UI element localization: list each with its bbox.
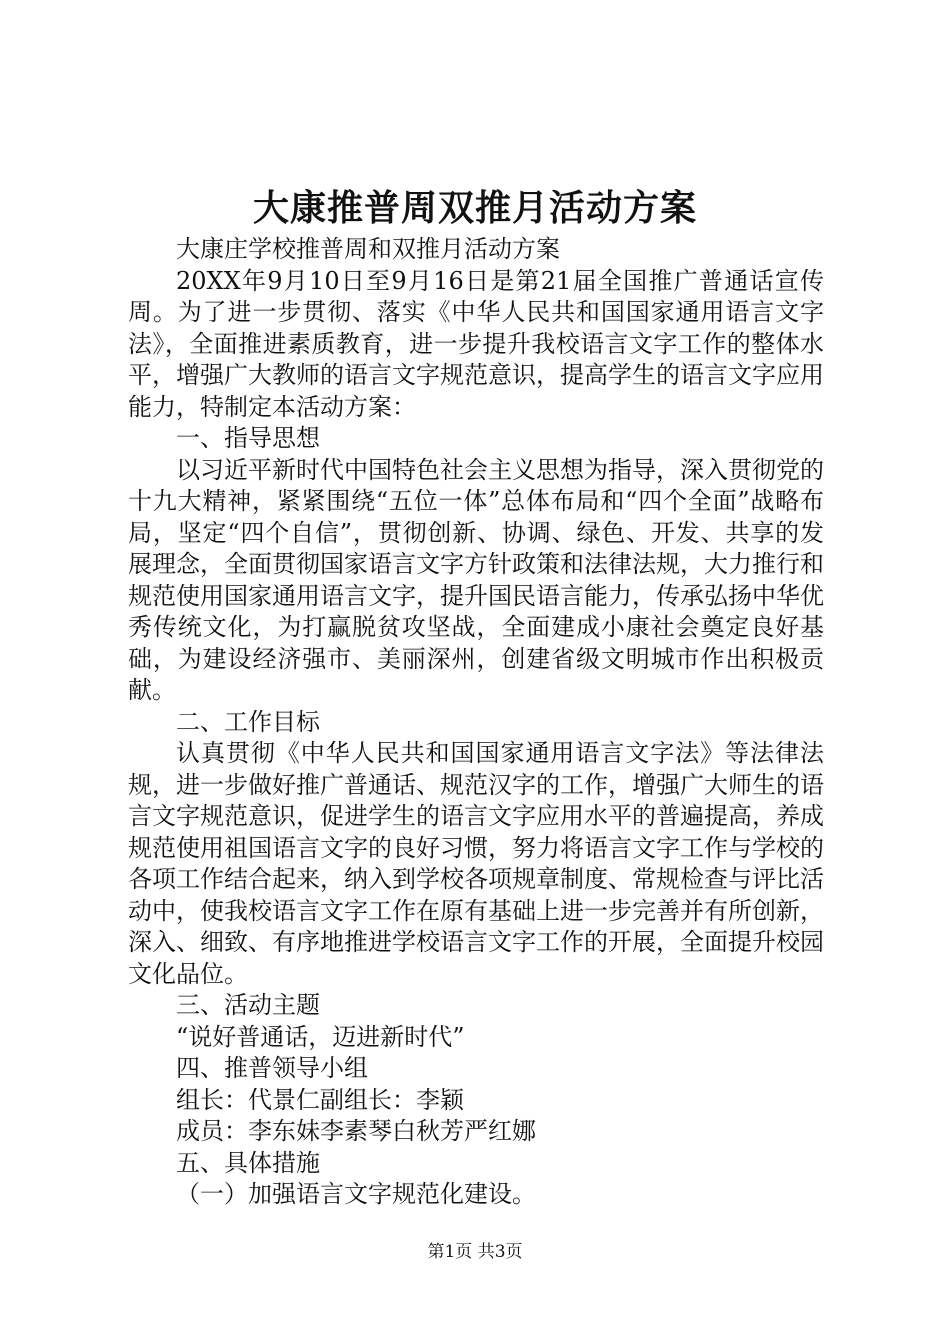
section-heading-work-goals: 二、工作目标 xyxy=(176,707,320,736)
section-heading-leadership-group: 四、推普领导小组 xyxy=(176,1054,368,1082)
paragraph-group-members: 成员：李东妹李素琴白秋芳严红娜 xyxy=(176,1117,536,1145)
paragraph-activity-theme: “说好普通话，迈进新时代” xyxy=(176,1022,465,1051)
page-footer: 第1页 共3页 xyxy=(427,1242,523,1262)
paragraph-subtitle: 大康庄学校推普周和双推月活动方案 xyxy=(176,235,560,263)
paragraph-measure-one: （一）加强语言文字规范化建设。 xyxy=(176,1180,536,1208)
paragraph-group-leaders: 组长：代景仁副组长：李颖 xyxy=(176,1085,464,1114)
paragraph-guiding-thought: 以习近平新时代中国特色社会主义思想为指导，深入贯彻党的十九大精神，紧紧围绕“五位一体”总体布局和“四个全面”战略布局，坚定“四个自信”，贯彻创新、协调、绿色、开发、共享的发展理念，全面贯彻国家语言文字方针政策和法律法规，大力推行和规范使用国家通用语言文字，提升国民语言能力，传承弘扬中华优秀传统文化，为打赢脱贫攻坚战，全面建成小康社会奠定良好基础，为建设经济强市、美丽深州，创建省级文明城市作出积极贡献。 xyxy=(128,455,824,704)
paragraph-intro: 20XX年9月10日至9月16日是第21届全国推广普通话宣传周。为了进一步贯彻、落实《中华人民共和国国家通用语言文字法》，全面推进素质教育，进一步提升我校语言文字工作的整体水平，增强广大教师的语言文字规范意识，提高学生的语言文字应用能力，特制定本活动方案： xyxy=(128,266,824,421)
document-title: 大康推普周双推月活动方案 xyxy=(252,187,697,229)
paragraph-work-goals: 认真贯彻《中华人民共和国国家通用语言文字法》等法律法规，进一步做好推广普通话、规范汉字的工作，增强广大师生的语言文字规范意识，促进学生的语言文字应用水平的普遍提高，养成规范使用祖国语言文字的良好习惯，努力将语言文字工作与学校的各项工作结合起来，纳入到学校各项规章制度、常规检查与评比活动中，使我校语言文字工作在原有基础上进一步完善并有所创新，深入、细致、有序地推进学校语言文字工作的开展，全面提升校园文化品位。 xyxy=(128,739,824,988)
section-heading-guiding-thought: 一、指导思想 xyxy=(176,424,320,452)
section-heading-measures: 五、具体措施 xyxy=(176,1148,320,1177)
section-heading-activity-theme: 三、活动主题 xyxy=(176,991,320,1019)
document-body xyxy=(128,234,824,1211)
